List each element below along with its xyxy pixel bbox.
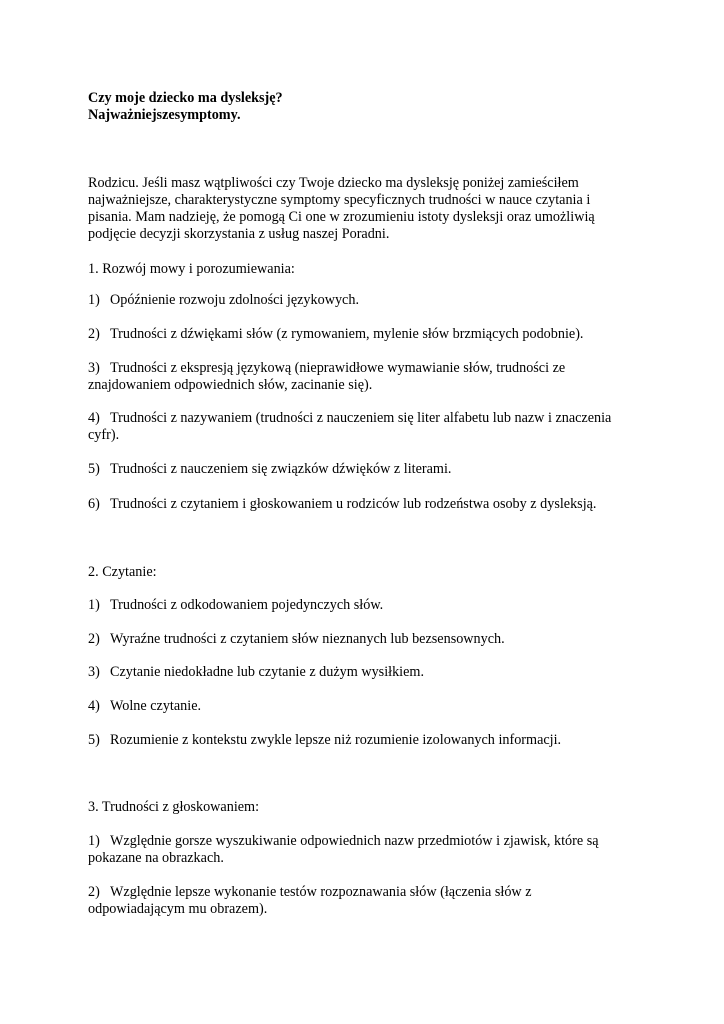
item-number: 3): [88, 360, 100, 376]
list-item: [88, 732, 648, 749]
item-number: 4): [88, 410, 100, 426]
list-item: [88, 496, 648, 513]
intro-line: Rodzicu. Jeśli masz wątpliwości czy Twoje dziecko ma dysleksję poniżej zamieściłem: [88, 175, 579, 191]
item-text: Względnie gorsze wyszukiwanie odpowiednich nazw przedmiotów i zjawisk, które są: [110, 833, 599, 849]
item-text: Czytanie niedokładne lub czytanie z dużym wysiłkiem.: [110, 664, 425, 680]
item-number: 2): [88, 326, 100, 342]
subtitle-line: Najważniejszesymptomy.: [88, 107, 241, 123]
list-item: [88, 664, 648, 681]
item-text: Trudności z nauczeniem się związków dźwięków z literami.: [110, 461, 452, 477]
item-text-continued: cyfr).: [88, 427, 120, 443]
item-number: 1): [88, 292, 100, 308]
item-number: 4): [88, 698, 100, 714]
list-item: [88, 326, 648, 343]
item-number: 2): [88, 631, 100, 647]
item-text-continued: znajdowaniem odpowiednich słów, zacinanie się).: [88, 377, 373, 393]
item-text: Wyraźne trudności z czytaniem słów nieznanych lub bezsensownych.: [110, 631, 505, 647]
section-heading-speech: [88, 261, 648, 278]
section-heading-spelling: [88, 799, 648, 816]
list-item: [88, 884, 648, 918]
item-text: Wolne czytanie.: [110, 698, 202, 714]
item-text: Trudności z nazywaniem (trudności z nauczeniem się liter alfabetu lub nazw i znaczenia: [110, 410, 612, 426]
intro-line: najważniejsze, charakterystyczne symptomy specyficznych trudności w nauce czytania i: [88, 192, 591, 208]
item-text: Trudności z odkodowaniem pojedynczych słów.: [110, 597, 384, 613]
section-heading-text: 2. Czytanie:: [88, 564, 157, 580]
list-item: [88, 597, 648, 614]
document-title: [88, 90, 648, 124]
item-text: Trudności z dźwiękami słów (z rymowaniem, mylenie słów brzmiących podobnie).: [110, 326, 584, 342]
section-heading-text: 3. Trudności z głoskowaniem:: [88, 799, 260, 815]
intro-line: pisania. Mam nadzieję, że pomogą Ci one w zrozumieniu istoty dysleksji oraz umożliwią: [88, 209, 595, 225]
item-number: 5): [88, 732, 100, 748]
item-text: Trudności z czytaniem i głoskowaniem u rodziców lub rodzeństwa osoby z dysleksją.: [110, 496, 597, 512]
item-text: Rozumienie z kontekstu zwykle lepsze niż rozumienie izolowanych informacji.: [110, 732, 562, 748]
item-text: Względnie lepsze wykonanie testów rozpoznawania słów (łączenia słów z: [110, 884, 532, 900]
item-number: 1): [88, 833, 100, 849]
item-number: 5): [88, 461, 100, 477]
section-heading-text: 1. Rozwój mowy i porozumiewania:: [88, 261, 295, 277]
list-item: [88, 698, 648, 715]
intro-line: podjęcie decyzji skorzystania z usług naszej Poradni.: [88, 226, 390, 242]
item-number: 3): [88, 664, 100, 680]
list-item: [88, 631, 648, 648]
item-text-continued: odpowiadającym mu obrazem).: [88, 901, 268, 917]
list-item: [88, 461, 648, 478]
item-number: 6): [88, 496, 100, 512]
item-text-continued: pokazane na obrazkach.: [88, 850, 224, 866]
title-line: Czy moje dziecko ma dysleksję?: [88, 90, 283, 106]
intro-paragraph: [88, 175, 648, 243]
list-item: [88, 360, 648, 394]
list-item: [88, 410, 648, 444]
item-number: 2): [88, 884, 100, 900]
item-text: Opóźnienie rozwoju zdolności językowych.: [110, 292, 359, 308]
list-item: [88, 292, 648, 309]
section-heading-reading: [88, 564, 648, 581]
list-item: [88, 833, 648, 867]
item-text: Trudności z ekspresją językową (nieprawidłowe wymawianie słów, trudności ze: [110, 360, 566, 376]
item-number: 1): [88, 597, 100, 613]
